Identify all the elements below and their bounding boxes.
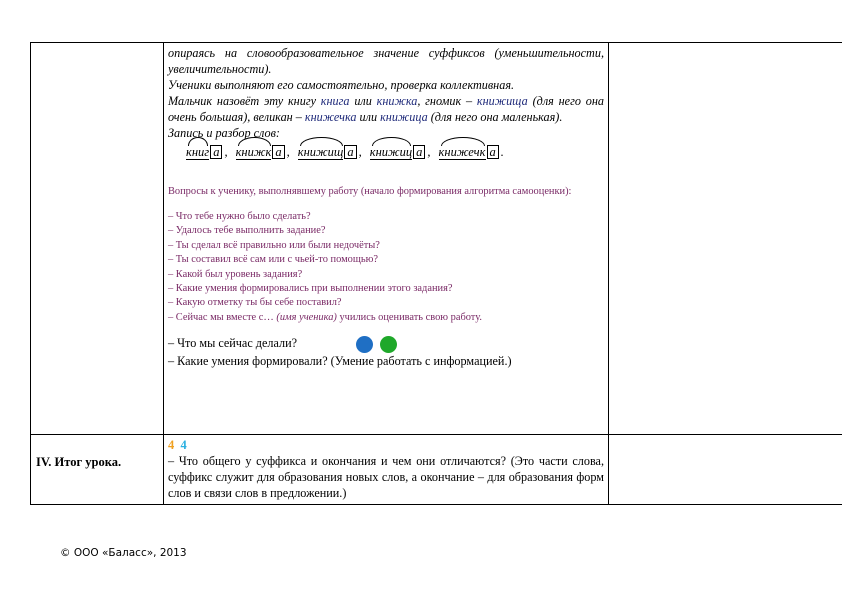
word-separator: ,: [358, 145, 362, 159]
word-knizhechka: книжечка: [304, 110, 357, 124]
blue-circle-icon: [356, 336, 373, 353]
word-separator: ,: [427, 145, 431, 159]
color-markers: [356, 336, 401, 354]
questions-intro: Вопросы к ученику, выполнявшему работу (начало формирования алгоритма самооценки):: [168, 186, 572, 197]
analyzed-word: [439, 143, 499, 161]
analyzed-word: [370, 143, 426, 161]
notes-cell: [609, 43, 842, 435]
word-separator: .: [500, 145, 504, 159]
skill-number-2: 4: [180, 438, 187, 452]
word-separator: ,: [286, 145, 290, 159]
question-item: – Какую отметку ты бы себе поставил?: [168, 297, 342, 309]
analyzed-word: [186, 143, 222, 161]
word-ending: а: [413, 145, 425, 159]
question-item: – Что тебе нужно было сделать?: [168, 211, 311, 222]
skill-number-1: 4: [168, 438, 175, 452]
word-stem: книжищ: [297, 145, 344, 159]
summary-text: – Что общего у суффикса и окончания и чем они отличаются? (Это части слова, суффикс служит для образования новых слов, а окончание – для образования форм слов и связи слов в предложении.): [168, 454, 604, 500]
question-item: – Какой был уровень задания?: [168, 268, 303, 280]
paragraph-book-names: Мальчик назовёт эту книгу книга или книжка, гномик – книжища (для него она очень большая), великан – книжечка или книжица (для него она маленькая).: [168, 94, 604, 124]
analyzed-word: [236, 143, 285, 161]
section-title: IV. Итог урока.: [36, 455, 122, 469]
stage-title-cell: [31, 435, 164, 505]
question-item: – Удалось тебе выполнить задание?: [168, 225, 326, 237]
paragraph-word-analysis: Запись и разбор слов:: [168, 126, 280, 140]
word-separator: ,: [224, 145, 228, 159]
questions-list: [168, 210, 604, 311]
word-ending: а: [487, 145, 499, 159]
question-item: – Ты составил всё сам или с чьей-то помощью?: [168, 254, 378, 266]
word-knizhishcha: книжища: [476, 94, 528, 108]
word-analysis-row: [168, 143, 604, 161]
word-ending: а: [344, 145, 356, 159]
table-row: [31, 435, 842, 505]
notes-cell: [609, 435, 842, 505]
paragraph-suffix-meaning: опираясь на словообразовательное значение суффиксов (уменьшительности, увеличительности).: [168, 46, 604, 76]
word-stem: книжиц: [369, 145, 413, 159]
question-item: – Какие умения формировались при выполнении этого задания?: [168, 283, 453, 295]
word-stem: книжк: [235, 145, 272, 159]
question-last: – Сейчас мы вместе с… (имя ученика) учились оценивать свою работу.: [168, 311, 482, 323]
word-ending: а: [272, 145, 284, 159]
skill-numbers: [168, 437, 604, 453]
word-knizhka: книжка: [376, 94, 418, 108]
word-ending: а: [210, 145, 222, 159]
stage-cell: [31, 43, 164, 435]
table-row: [31, 43, 842, 435]
summary-question-2: – Какие умения формировали? (Умение работать с информацией.): [168, 354, 512, 369]
footer-copyright: © ООО «Баласс», 2013: [60, 547, 187, 559]
summary-cell: [164, 435, 609, 505]
green-circle-icon: [380, 336, 397, 353]
paragraph-independent-work: Ученики выполняют его самостоятельно, проверка коллективная.: [168, 78, 515, 92]
analyzed-word: [298, 143, 357, 161]
word-stem: книг: [186, 145, 210, 159]
word-knizhitsa: книжица: [380, 110, 428, 124]
question-item: – Ты сделал всё правильно или были недочёты?: [168, 239, 380, 251]
lesson-table: [30, 42, 842, 505]
summary-question-1: – Что мы сейчас делали?: [168, 335, 604, 353]
word-stem: книжечк: [438, 145, 486, 159]
activity-cell: [164, 43, 609, 435]
word-kniga: книга: [320, 94, 350, 108]
